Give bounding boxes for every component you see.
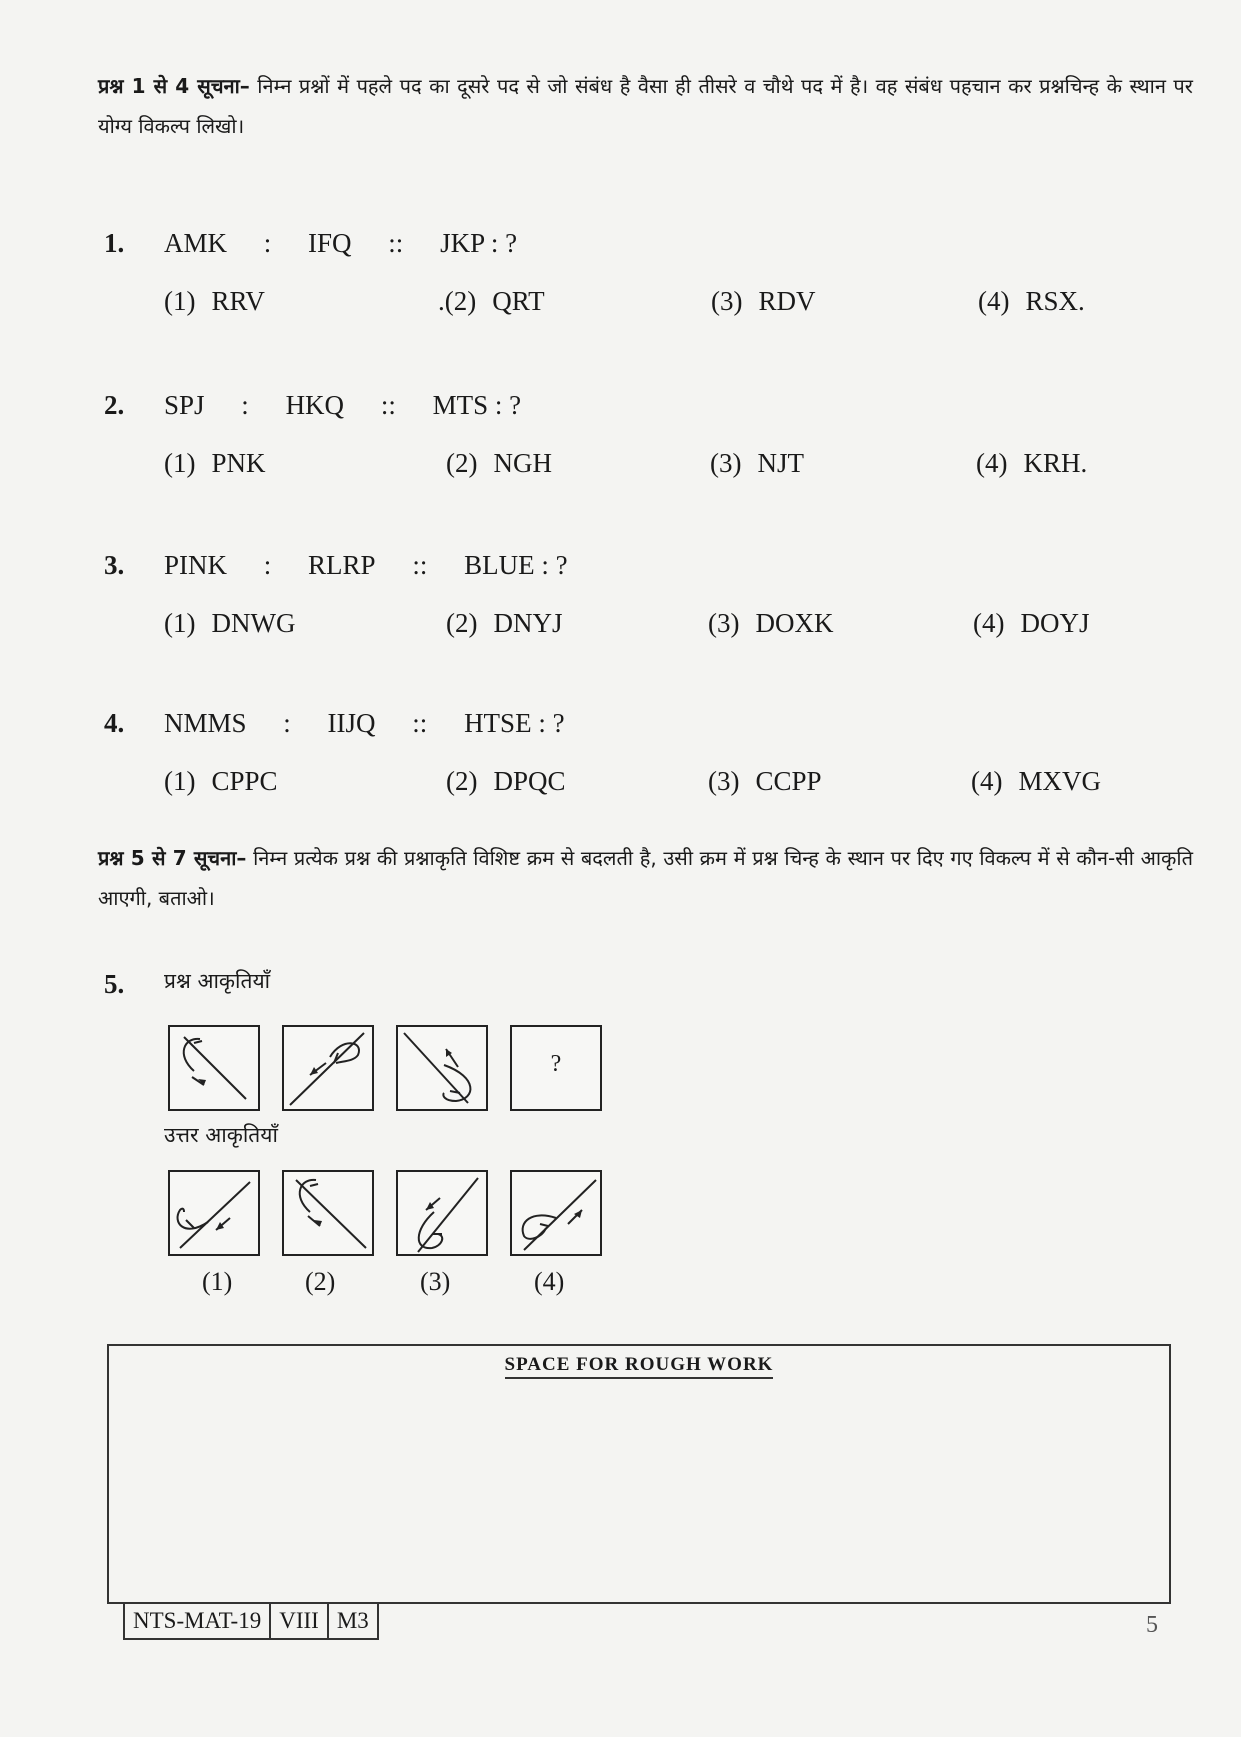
term-a: AMK: [164, 228, 228, 258]
option-3: (3) RDV: [711, 286, 816, 316]
question-stem: [164, 550, 568, 581]
question-number: 3.: [104, 550, 125, 580]
ratio-sign: :: [263, 228, 272, 258]
option-1: (1) DNWG: [164, 608, 296, 638]
hook-arrow-figure: [284, 1172, 372, 1254]
problem-figure-2: [282, 1025, 374, 1111]
option-3: (3) CCPP: [708, 766, 822, 796]
option-2: (2) DNYJ: [446, 608, 563, 638]
term-b: RLRP: [308, 550, 376, 580]
paper-code: NTS-MAT-19: [125, 1604, 271, 1638]
question-stem: [164, 708, 565, 739]
answer-figure-2: [282, 1170, 374, 1256]
term-b: HKQ: [285, 390, 345, 420]
question-5: [98, 965, 698, 1305]
hook-arrow-figure: [284, 1027, 372, 1109]
term-c: HTSE : ?: [464, 708, 565, 738]
option-1: (1) PNK: [164, 448, 266, 478]
problem-figure-1: [168, 1025, 260, 1111]
proportion-sign: ::: [412, 550, 428, 580]
question-stem: [164, 228, 517, 259]
proportion-sign: ::: [388, 228, 404, 258]
option-3: (3) NJT: [710, 448, 804, 478]
class-code: VIII: [271, 1604, 329, 1638]
rough-work-box: [107, 1344, 1171, 1604]
instruction-head: प्रश्न 1 से 4 सूचना–: [98, 74, 250, 98]
answer-number-2: (2): [305, 1267, 336, 1296]
instruction-q5-7: [98, 838, 1193, 918]
proportion-sign: ::: [412, 708, 428, 738]
question-number: 2.: [104, 390, 125, 420]
term-a: NMMS: [164, 708, 247, 738]
term-c: MTS : ?: [432, 390, 522, 420]
instruction-head: प्रश्न 5 से 7 सूचना–: [98, 846, 247, 870]
term-b: IIJQ: [327, 708, 376, 738]
answer-number-4: (4): [534, 1267, 565, 1296]
term-a: PINK: [164, 550, 228, 580]
hook-arrow-figure: [398, 1027, 486, 1109]
instruction-text: निम्न प्रत्येक प्रश्न की प्रश्नाकृति विशिष्ट क्रम से बदलती है, उसी क्रम में प्रश्न चिन्ह के स्थान पर दिए गए विकल्प में से कौन-सी आकृति आएगी, बताओ।: [98, 846, 1193, 910]
answer-figure-3: [396, 1170, 488, 1256]
answer-figure-4: [510, 1170, 602, 1256]
option-3: (3) DOXK: [708, 608, 834, 638]
option-2: (2) NGH: [446, 448, 552, 478]
proportion-sign: ::: [380, 390, 396, 420]
term-a: SPJ: [164, 390, 205, 420]
option-4: (4) MXVG: [971, 766, 1101, 796]
ratio-sign: :: [263, 550, 272, 580]
term-b: IFQ: [308, 228, 352, 258]
problem-figure-missing: [510, 1025, 602, 1111]
option-1: (1) RRV: [164, 286, 265, 316]
question-mark: ?: [550, 1051, 562, 1077]
ratio-sign: :: [283, 708, 291, 738]
option-2: (2) DPQC: [446, 766, 566, 796]
term-c: JKP : ?: [440, 228, 518, 258]
set-code: M3: [336, 1608, 369, 1633]
rough-work-title: SPACE FOR ROUGH WORK: [109, 1354, 1169, 1376]
problem-figure-3: [396, 1025, 488, 1111]
instruction-q1-4: [98, 66, 1193, 146]
problem-figures-label: प्रश्न आकृतियाँ: [164, 969, 271, 993]
instruction-text: निम्न प्रश्नों में पहले पद का दूसरे पद से जो संबंध है वैसा ही तीसरे व चौथे पद में है। वह संबंध पहचान कर प्रश्नचिन्ह के स्थान पर योग्य विकल्प लिखो।: [98, 74, 1193, 138]
hook-arrow-figure: [170, 1027, 258, 1109]
paper-code-box: [123, 1602, 379, 1640]
option-4: (4) DOYJ: [973, 608, 1090, 638]
question-number: 4.: [104, 708, 125, 738]
page-number: 5: [1146, 1612, 1158, 1638]
answer-figures-label: उत्तर आकृतियाँ: [164, 1123, 278, 1147]
answer-number-1: (1): [202, 1267, 233, 1296]
question-number: 5.: [104, 969, 125, 999]
ratio-sign: :: [241, 390, 249, 420]
option-1: (1) CPPC: [164, 766, 278, 796]
option-4: (4) RSX.: [978, 286, 1085, 316]
option-4: (4) KRH.: [976, 448, 1088, 478]
option-2: .(2) QRT: [438, 286, 545, 316]
hook-arrow-figure: [398, 1172, 486, 1254]
hook-arrow-figure: [512, 1172, 600, 1254]
answer-number-3: (3): [420, 1267, 451, 1296]
answer-figure-1: [168, 1170, 260, 1256]
question-stem: [164, 390, 521, 421]
hook-arrow-figure: [170, 1172, 258, 1254]
question-number: 1.: [104, 228, 125, 258]
term-c: BLUE : ?: [464, 550, 568, 580]
